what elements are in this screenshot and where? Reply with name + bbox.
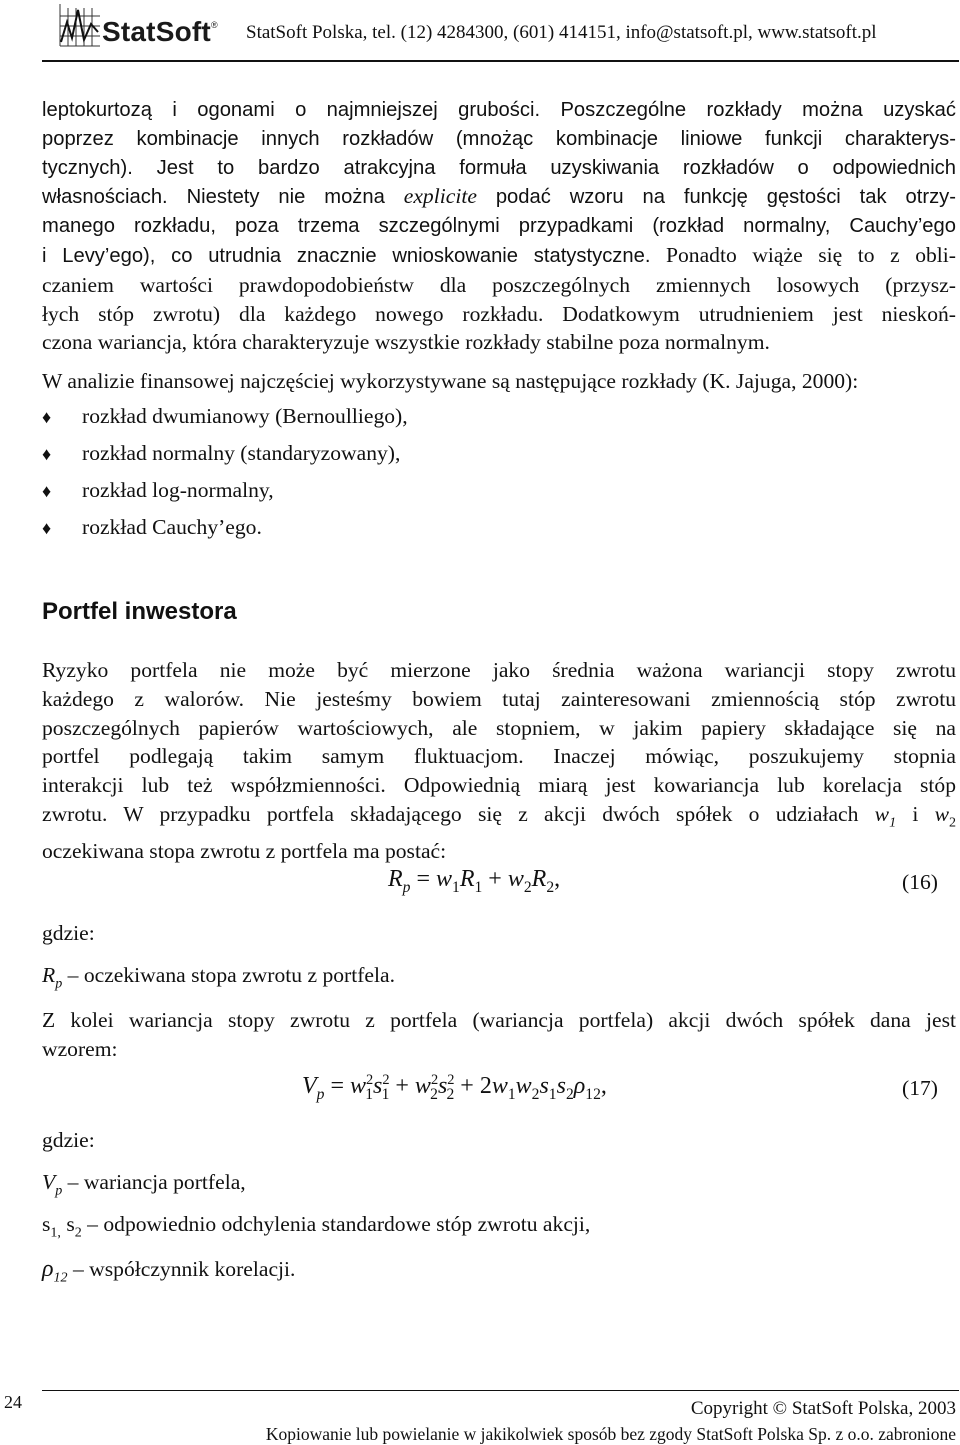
text-line: tycznych). Jest to bardzo atrakcyjna formuła uzyskiwania rozkładów o odpowiednich: [42, 156, 956, 179]
equation-number: (17): [902, 1076, 938, 1100]
page-number: 24: [4, 1392, 22, 1412]
text-line: oczekiwana stopa zwrotu z portfela ma postać:: [42, 839, 447, 864]
statsoft-logo: [58, 2, 248, 50]
paragraph-portfolio-variance: [42, 1006, 956, 1064]
header-rule: [42, 60, 959, 62]
diamond-bullet-icon: ♦: [42, 481, 52, 501]
definition-vp: $V_p$ – wariancja portfela,: [42, 1170, 246, 1199]
paragraph-stable-distributions: [42, 96, 956, 357]
text-line: leptokurtozą i ogonami o najmniejszej grubości. Poszczególne rozkłady można uzyskać: [42, 99, 956, 121]
equation-number: (16): [902, 870, 938, 894]
footer-notice: Kopiowanie lub powielanie w jakikolwiek sposób bez zgody StatSoft Polska Sp. z o.o. zabronione: [265, 1424, 956, 1444]
text-line: czona wariancja, która charakteryzuje wszystkie rozkłady stabilne poza normalnym.: [42, 330, 770, 355]
text-line: czaniem wartości prawdopodobieństw dla poszczególnych zmiennych losowych (przysz-: [42, 272, 956, 297]
list-item: ♦ rozkład dwumianowy (Bernoulliego),: [42, 404, 408, 428]
definition-rho: $\rho_{12}$ – współczynnik korelacji.: [42, 1256, 296, 1286]
diamond-bullet-icon: ♦: [42, 518, 52, 538]
text-line: interakcji lub też współzmienności. Odpowiednią miarą jest kowariancja lub korelacja stóp: [42, 773, 956, 798]
text-line: portfel podlegają takim samym fluktuacjom. Inaczej mówiąc, poszukujemy stopnia: [42, 744, 956, 769]
text-line: poszczególnych papierów wartościowych, ale stopniem, w jakim papiery składające się na: [42, 715, 956, 740]
logo-wordmark: StatSoft®: [102, 16, 218, 47]
text-line: wzorem:: [42, 1036, 118, 1061]
text-line: zwrotu. W przypadku portfela składającego się z akcji dwóch spółek o udziałach $w_1$ i $w_2$: [42, 801, 956, 831]
text-line: i Levy’ego), co utrudnia znacznie wnioskowanie statystyczne. Ponadto wiąże się to z obli-: [42, 242, 956, 267]
text-line: każdego z walorów. Nie jesteśmy bowiem tutaj zainteresowani zmiennością stóp zwrotu: [42, 686, 956, 711]
text-line: poprzez kombinacje innych rozkładów (mnożąc kombinacje liniowe funkcji charakterys-: [42, 127, 956, 150]
chart-logo-icon: [58, 2, 102, 48]
text-line: własnościach. Niestety nie można explicite podać wzoru na funkcję gęstości tak otrzy-: [42, 184, 956, 209]
diamond-bullet-icon: ♦: [42, 407, 52, 427]
equation-17: $V_p = w^2_1s^2_1 + w^2_2s^2_2 + 2w_1w_2s_1s_2\rho_{12}$,: [302, 1072, 607, 1103]
where-label: gdzie:: [42, 1128, 95, 1152]
footer-copyright: Copyright © StatSoft Polska, 2003: [690, 1398, 956, 1419]
paragraph-distributions-intro: W analizie finansowej najczęściej wykorzystywane są następujące rozkłady (K. Jajuga, 2000):: [42, 369, 859, 393]
text-line: Z kolei wariancja stopy zwrotu z portfela (wariancja portfela) akcji dwóch spółek dana jest: [42, 1008, 956, 1032]
section-heading: Portfel inwestora: [42, 598, 237, 625]
list-item: ♦ rozkład log-normalny,: [42, 478, 274, 502]
footer-rule: [42, 1390, 959, 1391]
text-line: manego rozkładu, poza trzema szczególnymi przypadkami (rozkład normalny, Cauchy’ego: [42, 215, 956, 238]
paragraph-portfolio-risk: [42, 656, 956, 866]
text-line: łych stóp zwrotu) dla każdego nowego rozkładu. Dodatkowym utrudnieniem jest nieskoń-: [42, 301, 956, 326]
header-contact: StatSoft Polska, tel. (12) 4284300, (601) 414151, info@statsoft.pl, www.statsoft.pl: [246, 22, 877, 43]
where-label: gdzie:: [42, 921, 95, 945]
text-line: Ryzyko portfela nie może być mierzone jako średnia ważona wariancji stopy zwrotu: [42, 658, 956, 682]
list-item: ♦ rozkład Cauchy’ego.: [42, 515, 262, 539]
definition-rp: $R_p$ – oczekiwana stopa zwrotu z portfela.: [42, 963, 395, 992]
equation-16: $R_p = w_1R_1 + w_2R_2$,: [388, 866, 561, 896]
diamond-bullet-icon: ♦: [42, 444, 52, 464]
definition-s: $s_{1,}$ $s_2$ – odpowiednio odchylenia standardowe stóp zwrotu akcji,: [42, 1212, 591, 1241]
list-item: ♦ rozkład normalny (standaryzowany),: [42, 441, 401, 465]
